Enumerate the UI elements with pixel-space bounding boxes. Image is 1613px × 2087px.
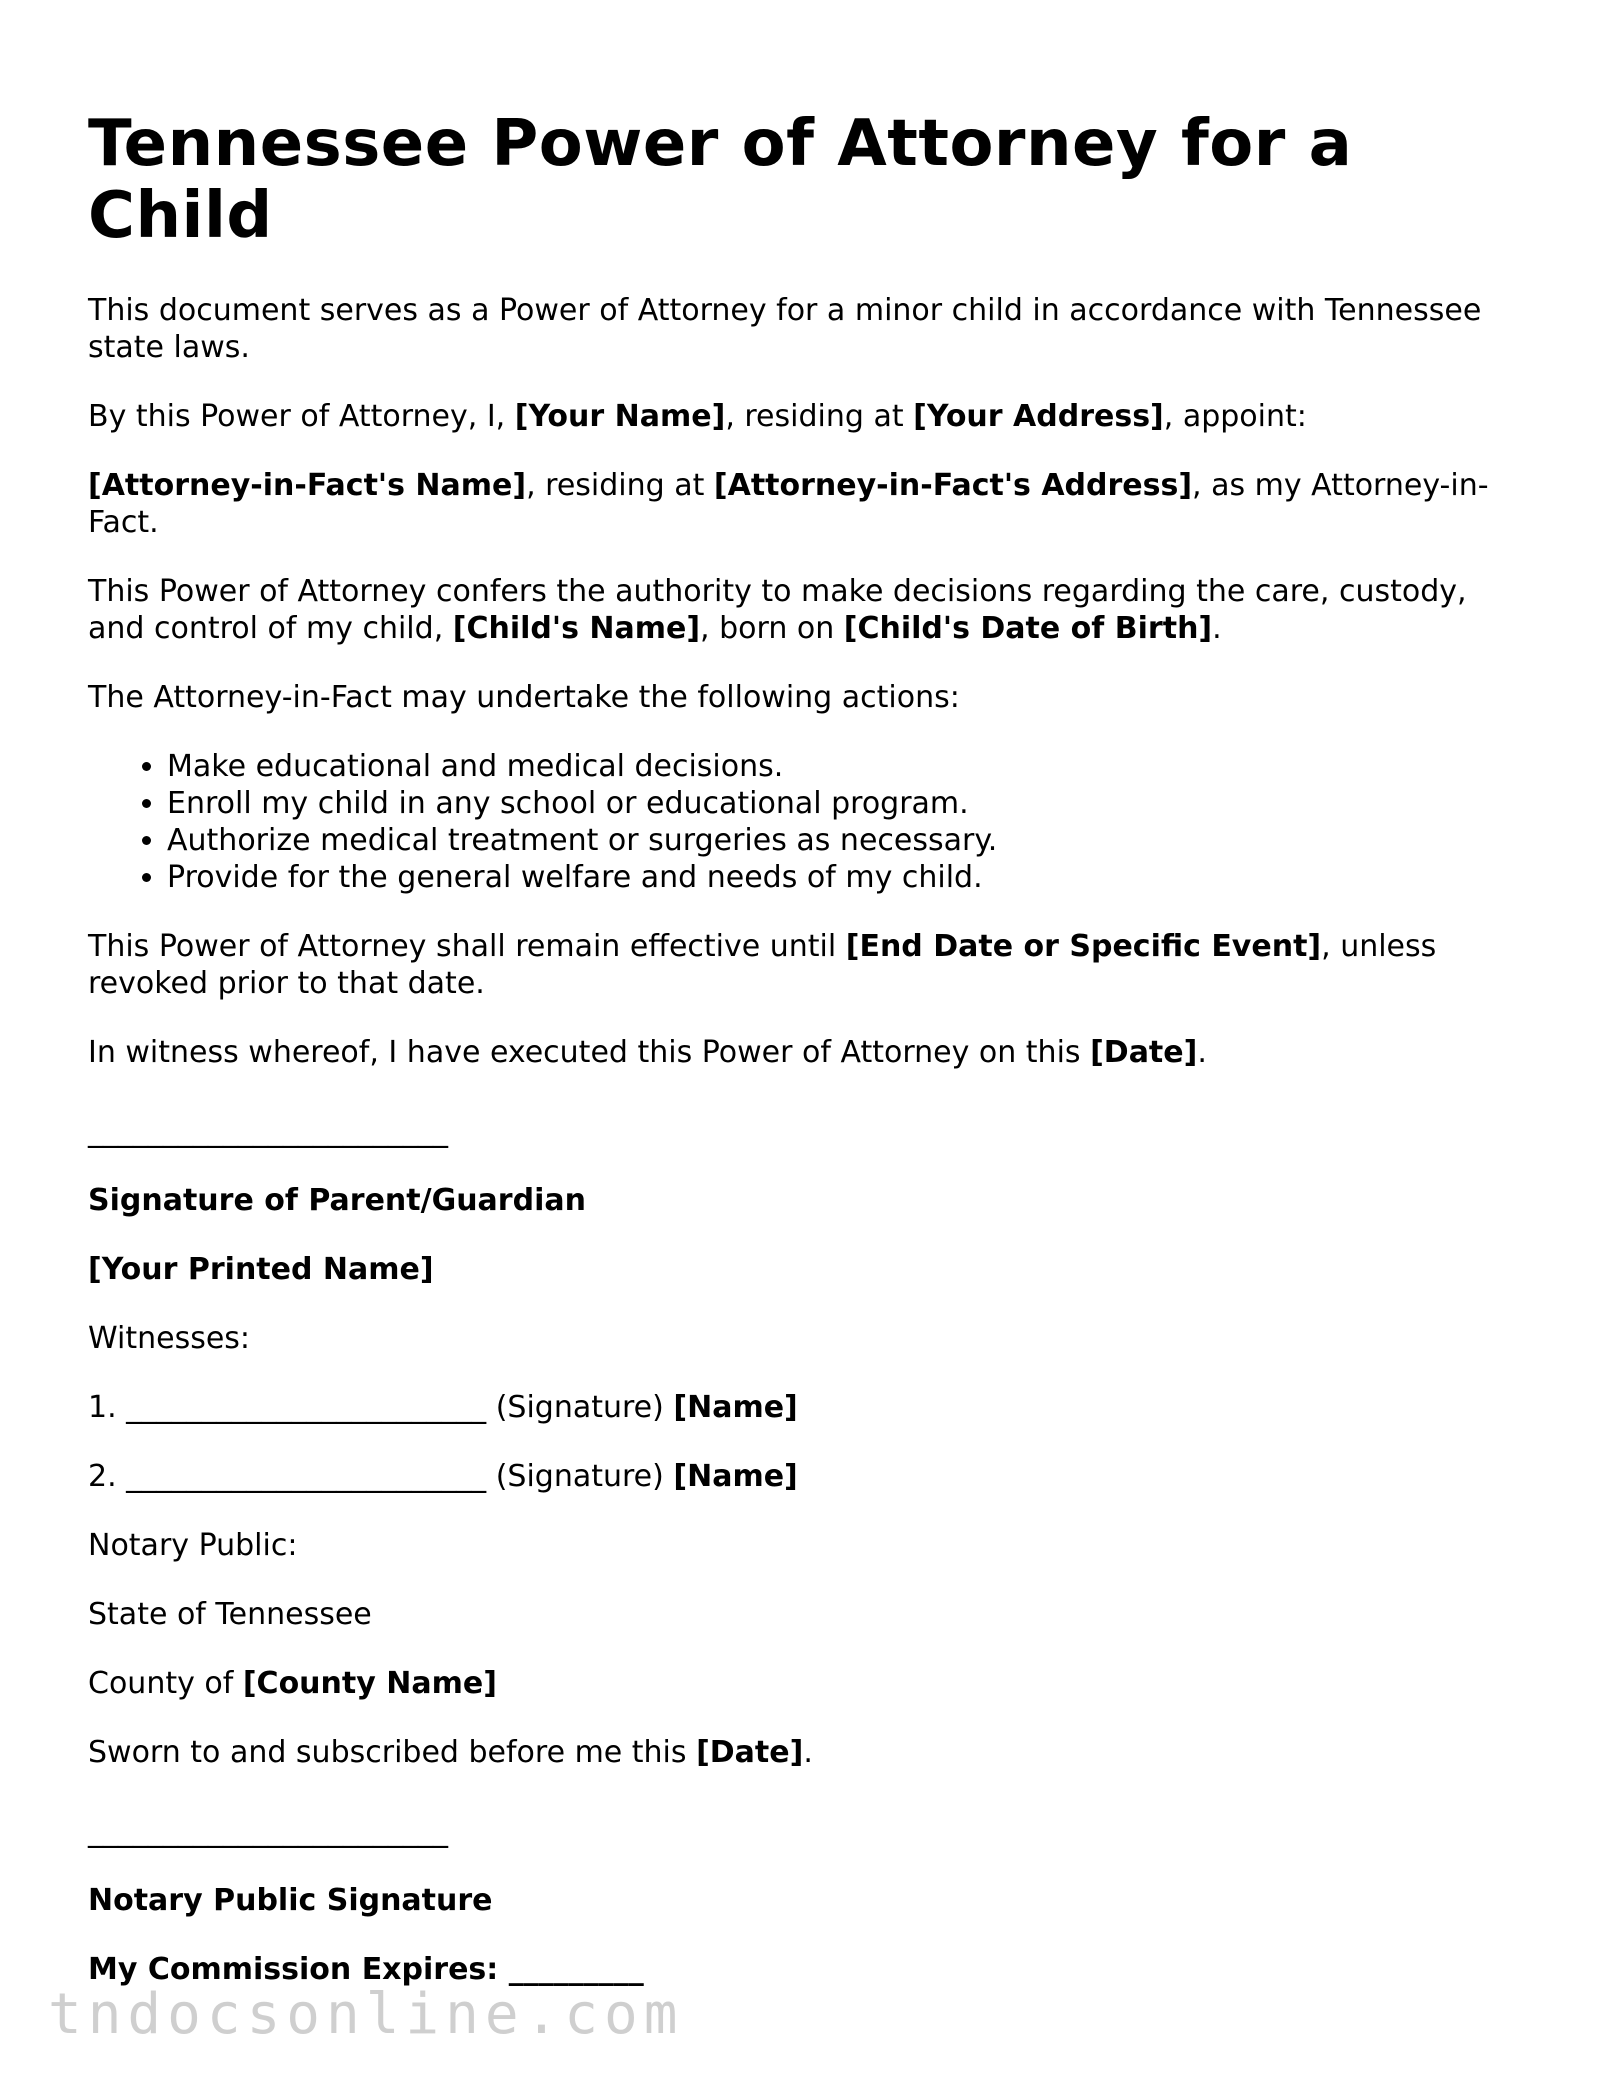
- list-item: • Authorize medical treatment or surgeries as necessary.: [167, 822, 1528, 859]
- page-title: Tennessee Power of Attorney for a Child: [88, 107, 1353, 253]
- sworn-suffix: .: [803, 1735, 813, 1770]
- authority-prefix: This Power of Attorney confers the authority to make decisions regarding the care, custody, and control of my child,: [88, 574, 1467, 646]
- witness-signature-label: (Signature): [486, 1390, 674, 1425]
- county-line: [88, 1665, 1528, 1702]
- printed-name: [88, 1251, 1528, 1288]
- attorney-address-placeholder: [Attorney-in-Fact's Address]: [713, 468, 1193, 503]
- list-item: • Enroll my child in any school or educational program.: [167, 785, 1528, 822]
- effective-suffix: , unless revoked prior to that date.: [88, 929, 1437, 1001]
- notary-signature-label: [88, 1882, 1528, 1919]
- execution-date-placeholder: [Date]: [1090, 1035, 1198, 1070]
- authority-paragraph: [88, 573, 1528, 647]
- witness-signature-label: (Signature): [486, 1459, 674, 1494]
- sworn-prefix: Sworn to and subscribed before me this: [88, 1735, 697, 1770]
- authority-mid: , born on: [700, 611, 844, 646]
- appoint-suffix: , appoint:: [1163, 399, 1307, 434]
- effective-paragraph: [88, 928, 1528, 1002]
- document-page: [88, 108, 1528, 2020]
- state-line: State of Tennessee: [88, 1597, 372, 1632]
- notary-label: Notary Public:: [88, 1528, 298, 1563]
- list-item: • Make educational and medical decisions.: [167, 748, 1528, 785]
- parent-signature-line: ________________________: [88, 1114, 448, 1149]
- witness-row: [88, 1389, 1528, 1426]
- actions-intro: The Attorney-in-Fact may undertake the following actions:: [88, 680, 960, 715]
- child-name-placeholder: [Child's Name]: [452, 611, 701, 646]
- list-item: • Provide for the general welfare and needs of my child.: [167, 859, 1528, 896]
- witness-name-placeholder: [Name]: [673, 1459, 798, 1494]
- witness-clause-suffix: .: [1197, 1035, 1207, 1070]
- witness-signature-line: ________________________: [126, 1390, 487, 1425]
- sworn-date-placeholder: [Date]: [696, 1735, 804, 1770]
- watermark: tndocsonline.com: [48, 1982, 684, 2047]
- county-name-placeholder: [County Name]: [242, 1666, 497, 1701]
- your-address-placeholder: [Your Address]: [913, 399, 1164, 434]
- attorney-paragraph: [88, 467, 1528, 541]
- attorney-mid: , residing at: [526, 468, 714, 503]
- appoint-mid: , residing at: [725, 399, 914, 434]
- your-name-placeholder: [Your Name]: [514, 399, 726, 434]
- actions-list: [88, 748, 1528, 896]
- authority-suffix: .: [1212, 611, 1222, 646]
- sworn-line: [88, 1734, 1528, 1771]
- printed-name-placeholder: [Your Printed Name]: [88, 1252, 434, 1287]
- appoint-prefix: By this Power of Attorney, I,: [88, 399, 515, 434]
- commission-expires-text: My Commission Expires: _________: [88, 1952, 644, 1987]
- notary-signature-label-text: Notary Public Signature: [88, 1883, 493, 1918]
- notary-signature-line: ________________________: [88, 1814, 448, 1849]
- appoint-paragraph: [88, 398, 1528, 435]
- county-prefix: County of: [88, 1666, 243, 1701]
- effective-prefix: This Power of Attorney shall remain effective until: [88, 929, 846, 964]
- witness-row: [88, 1458, 1528, 1495]
- parent-signature-label: [88, 1182, 1528, 1219]
- intro-paragraph: This document serves as a Power of Attorney for a minor child in accordance with Tennessee state laws.: [88, 293, 1482, 365]
- parent-signature-label-text: Signature of Parent/Guardian: [88, 1183, 586, 1218]
- witness-number: 2.: [88, 1459, 127, 1494]
- attorney-name-placeholder: [Attorney-in-Fact's Name]: [88, 468, 527, 503]
- witness-clause: [88, 1034, 1528, 1071]
- witness-name-placeholder: [Name]: [673, 1390, 798, 1425]
- witness-clause-prefix: In witness whereof, I have executed this Power of Attorney on this: [88, 1035, 1091, 1070]
- witnesses-label: Witnesses:: [88, 1321, 251, 1356]
- witness-signature-line: ________________________: [126, 1459, 487, 1494]
- witness-number: 1.: [88, 1390, 127, 1425]
- end-date-placeholder: [End Date or Specific Event]: [845, 929, 1322, 964]
- attorney-suffix: , as my Attorney-in-Fact.: [88, 468, 1489, 540]
- child-dob-placeholder: [Child's Date of Birth]: [843, 611, 1213, 646]
